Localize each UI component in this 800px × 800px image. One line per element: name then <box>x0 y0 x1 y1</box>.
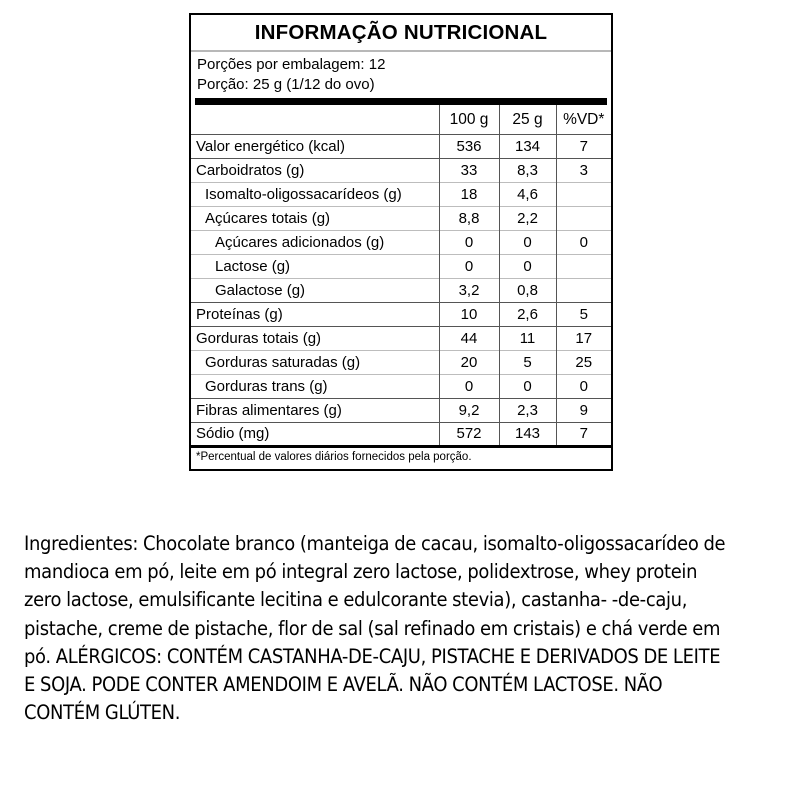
value-per-serving: 4,6 <box>499 182 556 206</box>
value-percent-vd: 7 <box>556 422 611 446</box>
serving-info-block <box>191 52 611 97</box>
section-divider <box>195 98 607 105</box>
value-percent-vd: 5 <box>556 302 611 326</box>
column-header-per-100g: 100 g <box>439 105 499 134</box>
nutrient-label: Açúcares adicionados (g) <box>191 230 439 254</box>
value-per-100g: 9,2 <box>439 398 499 422</box>
nutrient-label: Sódio (mg) <box>191 422 439 446</box>
value-per-serving: 0 <box>499 374 556 398</box>
nutrient-label: Fibras alimentares (g) <box>191 398 439 422</box>
table-row <box>191 350 611 374</box>
value-percent-vd <box>556 182 611 206</box>
value-percent-vd: 7 <box>556 134 611 158</box>
value-per-100g: 0 <box>439 254 499 278</box>
table-row <box>191 398 611 422</box>
nutrient-label: Proteínas (g) <box>191 302 439 326</box>
value-percent-vd: 0 <box>556 230 611 254</box>
value-per-100g: 536 <box>439 134 499 158</box>
column-header-per-serving: 25 g <box>499 105 556 134</box>
table-footnote: *Percentual de valores diários fornecidos pela porção. <box>196 450 472 463</box>
table-row <box>191 134 611 158</box>
value-per-serving: 0 <box>499 230 556 254</box>
value-percent-vd: 0 <box>556 374 611 398</box>
value-per-100g: 33 <box>439 158 499 182</box>
value-per-100g: 0 <box>439 230 499 254</box>
value-percent-vd <box>556 254 611 278</box>
table-row <box>191 422 611 446</box>
value-per-serving: 5 <box>499 350 556 374</box>
value-percent-vd <box>556 206 611 230</box>
value-per-100g: 20 <box>439 350 499 374</box>
nutrition-table-body <box>191 134 611 446</box>
value-per-100g: 0 <box>439 374 499 398</box>
page-title: INFORMAÇÃO NUTRICIONAL <box>191 15 611 52</box>
table-row <box>191 206 611 230</box>
nutrient-label: Carboidratos (g) <box>191 158 439 182</box>
nutrient-label: Gorduras totais (g) <box>191 326 439 350</box>
table-row <box>191 302 611 326</box>
nutrient-label: Gorduras trans (g) <box>191 374 439 398</box>
value-per-serving: 0,8 <box>499 278 556 302</box>
value-per-serving: 11 <box>499 326 556 350</box>
value-per-serving: 8,3 <box>499 158 556 182</box>
nutrient-label: Isomalto-oligossacarídeos (g) <box>191 182 439 206</box>
servings-per-package: Porções por embalagem: 12 <box>197 55 386 73</box>
nutrient-label: Açúcares totais (g) <box>191 206 439 230</box>
value-per-100g: 18 <box>439 182 499 206</box>
nutrient-label: Valor energético (kcal) <box>191 134 439 158</box>
value-percent-vd: 17 <box>556 326 611 350</box>
nutrient-label: Galactose (g) <box>191 278 439 302</box>
table-row <box>191 278 611 302</box>
value-per-100g: 3,2 <box>439 278 499 302</box>
serving-size: Porção: 25 g (1/12 do ovo) <box>197 75 375 93</box>
table-header-row <box>191 105 611 134</box>
value-per-100g: 10 <box>439 302 499 326</box>
table-row <box>191 254 611 278</box>
table-row <box>191 374 611 398</box>
ingredients-paragraph: Ingredientes: Chocolate branco (manteiga de cacau, isomalto-oligossacarídeo de mandioca em pó, leite em pó integral zero lactose, polidextrose, whey protein zero lactose, emulsificante lecitina e edulcorante stevia), castanha- -de-caju, pistache, creme de pistache, flor de sal (sal refinado em cristais) e chá verde em pó. ALÉRGICOS: CONTÉM CASTANHA-DE-CAJU, PISTACHE E DERIVADOS DE LEITE E SOJA. PODE CONTER AMENDOIM E AVELÃ. NÃO CONTÉM LACTOSE. NÃO CONTÉM GLÚTEN. <box>24 532 726 725</box>
nutrient-label: Lactose (g) <box>191 254 439 278</box>
value-per-100g: 572 <box>439 422 499 446</box>
nutrition-table <box>191 105 611 448</box>
value-percent-vd <box>556 278 611 302</box>
table-row <box>191 326 611 350</box>
value-per-serving: 2,2 <box>499 206 556 230</box>
table-row <box>191 230 611 254</box>
value-percent-vd: 3 <box>556 158 611 182</box>
column-header-nutrient <box>191 105 439 134</box>
value-percent-vd: 25 <box>556 350 611 374</box>
value-per-100g: 8,8 <box>439 206 499 230</box>
value-per-serving: 2,3 <box>499 398 556 422</box>
table-row <box>191 182 611 206</box>
nutrient-label: Gorduras saturadas (g) <box>191 350 439 374</box>
nutrition-facts-panel <box>189 13 613 471</box>
value-percent-vd: 9 <box>556 398 611 422</box>
value-per-serving: 134 <box>499 134 556 158</box>
table-row <box>191 158 611 182</box>
value-per-serving: 0 <box>499 254 556 278</box>
value-per-serving: 143 <box>499 422 556 446</box>
value-per-serving: 2,6 <box>499 302 556 326</box>
value-per-100g: 44 <box>439 326 499 350</box>
column-header-percent-vd: %VD* <box>556 105 611 134</box>
